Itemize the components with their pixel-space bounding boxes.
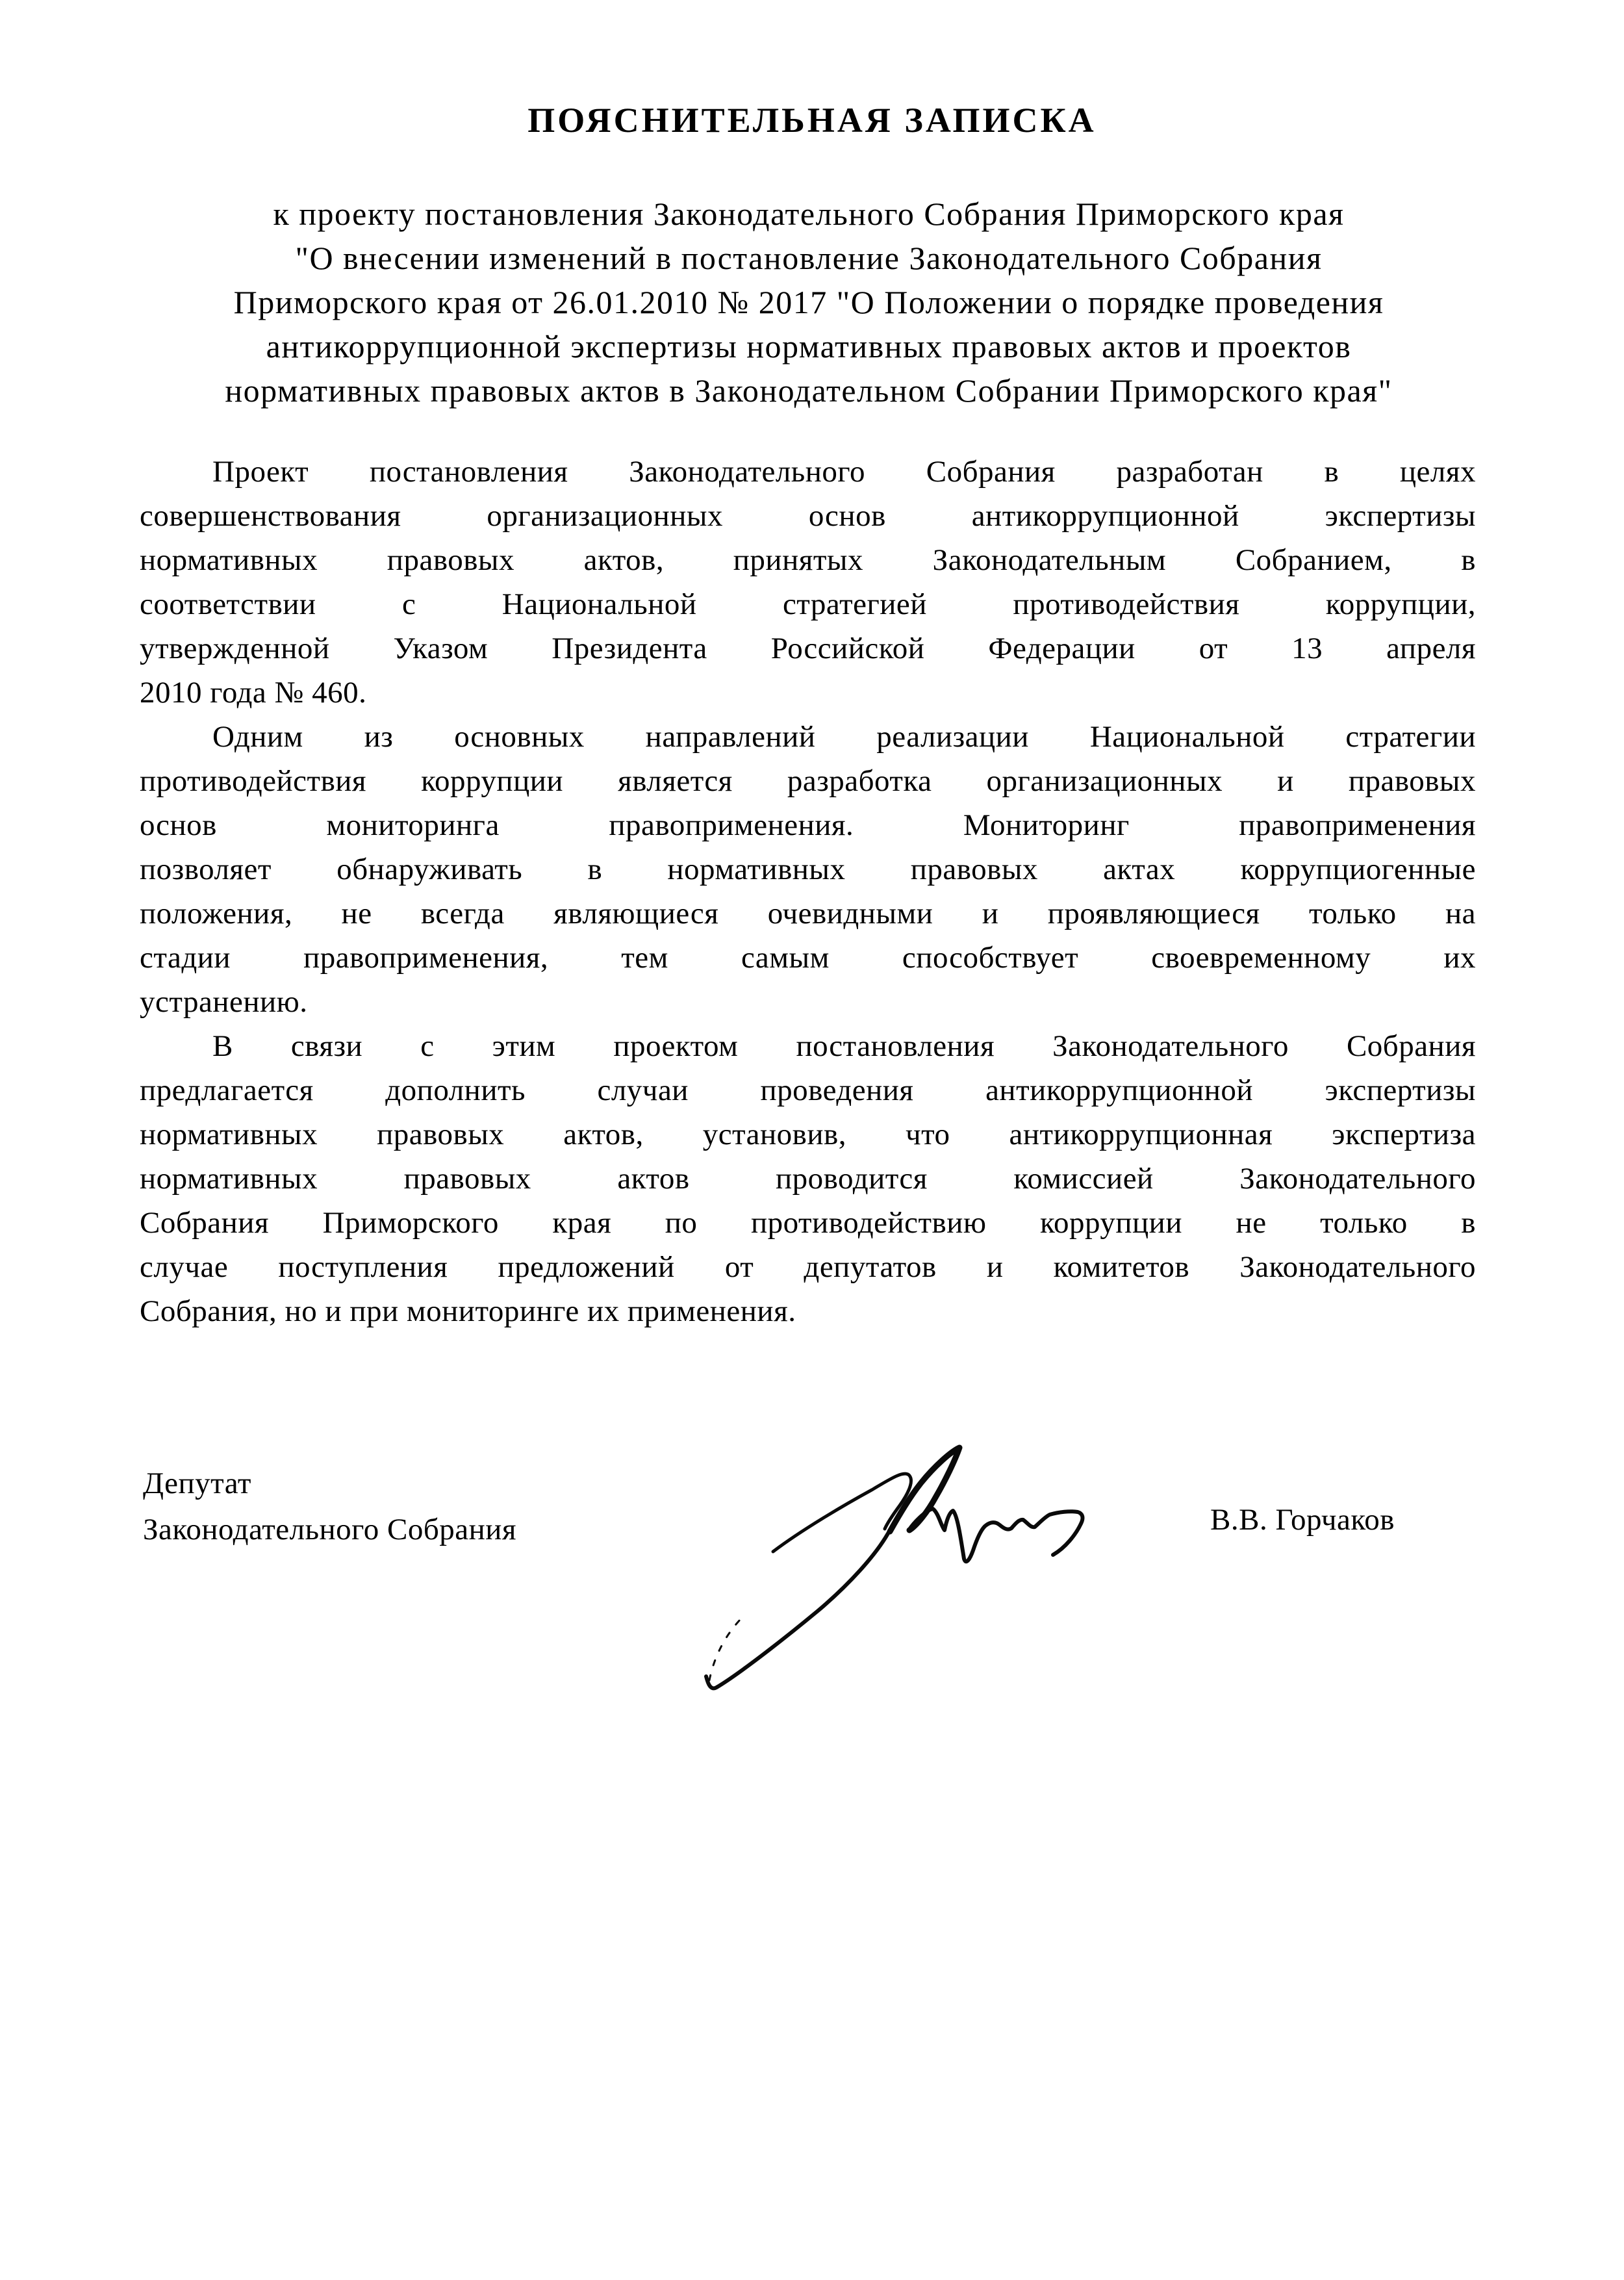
signer-position-line: Депутат [143, 1467, 251, 1500]
signature-icon [682, 1423, 1104, 1722]
paragraph-line: Одним из основных направлений реализации Национальной стратегии [212, 720, 1476, 754]
signature-penlift-stroke [709, 1619, 741, 1680]
paragraph-line: устранению. [140, 985, 308, 1019]
paragraph-line: положения, не всегда являющиеся очевидными и проявляющиеся только на [140, 897, 1476, 930]
paragraph-line: стадии правоприменения, тем самым способствует своевременному их [140, 941, 1476, 975]
paragraph-line: нормативных правовых актов проводится комиссией Законодательного [140, 1162, 1476, 1196]
paragraph-line: основ мониторинга правоприменения. Мониторинг правоприменения [140, 808, 1476, 842]
document-body [140, 450, 1476, 1333]
signer-position-line: Законодательного Собрания [143, 1513, 517, 1546]
paragraph-line: нормативных правовых актов, установив, что антикоррупционная экспертиза [140, 1118, 1476, 1151]
document-title: ПОЯСНИТЕЛЬНАЯ ЗАПИСКА [527, 101, 1097, 140]
subtitle-line: к проекту постановления Законодательного Собрания Приморского края [273, 196, 1345, 232]
document-subtitle [140, 192, 1478, 413]
paragraph-line: утвержденной Указом Президента Российской Федерации от 13 апреля [140, 632, 1476, 665]
subtitle-line: "О внесении изменений в постановление Законодательного Собрания [295, 240, 1323, 276]
subtitle-line: Приморского края от 26.01.2010 № 2017 "О Положении о порядке проведения [233, 284, 1384, 320]
signer-position [143, 1461, 516, 1553]
signer-name: В.В. Горчаков [1210, 1503, 1395, 1537]
paragraph-line: Проект постановления Законодательного Собрания разработан в целях [212, 455, 1476, 489]
paragraph-line: Собрания, но и при мониторинге их применения. [140, 1294, 796, 1328]
subtitle-line: нормативных правовых актов в Законодательном Собрании Приморского края" [225, 372, 1393, 409]
paragraph-line: 2010 года № 460. [140, 676, 367, 710]
paragraph-line: нормативных правовых актов, принятых Законодательным Собранием, в [140, 543, 1476, 577]
paragraph-line: случае поступления предложений от депутатов и комитетов Законодательного [140, 1250, 1476, 1284]
signature-flourish-stroke [773, 1474, 911, 1552]
paragraph-line: позволяет обнаруживать в нормативных правовых актах коррупциогенные [140, 852, 1476, 886]
signature-main-stroke [706, 1447, 1082, 1688]
subtitle-line: антикоррупционной экспертизы нормативных правовых актов и проектов [266, 328, 1352, 365]
paragraph-line: противодействия коррупции является разработка организационных и правовых [140, 764, 1476, 798]
paragraph-line: предлагается дополнить случаи проведения антикоррупционной экспертизы [140, 1073, 1476, 1107]
paragraph-line: Собрания Приморского края по противодействию коррупции не только в [140, 1206, 1476, 1240]
paragraph-line: В связи с этим проектом постановления Законодательного Собрания [212, 1029, 1476, 1063]
paragraph-line: соответствии с Национальной стратегией противодействия коррупции, [140, 587, 1476, 621]
paragraph-line: совершенствования организационных основ антикоррупционной экспертизы [140, 499, 1476, 533]
